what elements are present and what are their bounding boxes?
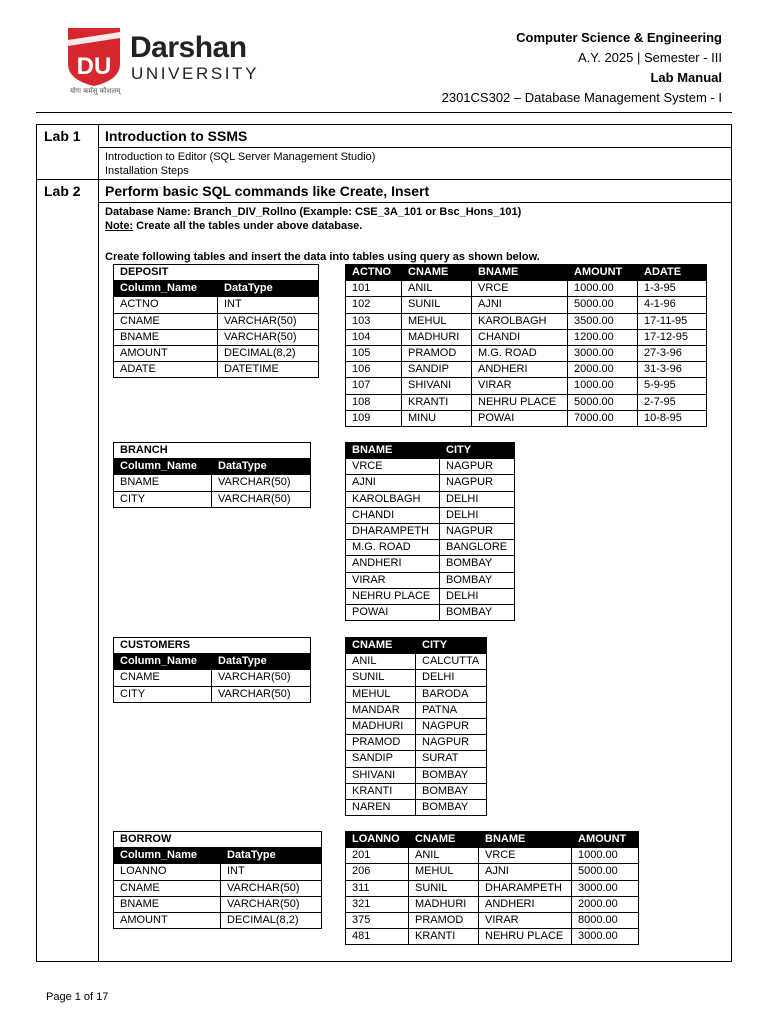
table-cell: AJNI xyxy=(346,475,440,491)
table-cell: M.G. ROAD xyxy=(346,540,440,556)
table-cell: BOMBAY xyxy=(440,572,515,588)
table-row xyxy=(114,896,322,912)
table-cell: 106 xyxy=(346,362,402,378)
table-cell: SUNIL xyxy=(346,670,416,686)
table-cell: 7000.00 xyxy=(568,410,638,426)
table-cell: 1200.00 xyxy=(568,329,638,345)
lab-2-number: Lab 2 xyxy=(44,183,81,199)
table-cell: VARCHAR(50) xyxy=(212,670,311,686)
table-cell: VIRAR xyxy=(479,912,572,928)
table-row xyxy=(114,880,322,896)
instruction-line: Create following tables and insert the data into tables using query as shown below. xyxy=(105,251,540,263)
column-header: AMOUNT xyxy=(572,832,639,848)
table-cell: SUNIL xyxy=(409,880,479,896)
header-rule xyxy=(36,112,732,113)
table-cell: PRAMOD xyxy=(402,345,472,361)
table-cell: MADHURI xyxy=(346,718,416,734)
table-row xyxy=(346,654,487,670)
table-cell: 311 xyxy=(346,880,409,896)
column-header: DataType xyxy=(218,281,319,297)
table-cell: KRANTI xyxy=(402,394,472,410)
table-cell: VARCHAR(50) xyxy=(218,313,319,329)
note-text: Create all the tables under above database. xyxy=(133,220,363,232)
column-header: CITY xyxy=(416,638,487,654)
table-cell: VARCHAR(50) xyxy=(221,896,322,912)
table-row xyxy=(346,604,515,620)
logo-motto: योगः कर्मसु कौशलम् xyxy=(70,88,121,95)
table-cell: BOMBAY xyxy=(416,783,487,799)
logo-subtitle: UNIVERSITY xyxy=(131,64,260,83)
table-cell: KRANTI xyxy=(346,783,416,799)
table-cell: POWAI xyxy=(346,604,440,620)
table-row xyxy=(346,491,515,507)
table-cell: 3500.00 xyxy=(568,313,638,329)
table-row xyxy=(346,912,639,928)
table-cell: M.G. ROAD xyxy=(472,345,568,361)
table-row xyxy=(114,491,311,507)
table-cell: 27-3-96 xyxy=(638,345,707,361)
column-header: DataType xyxy=(212,654,311,670)
table-row xyxy=(346,523,515,539)
table-cell: ANDHERI xyxy=(472,362,568,378)
row-divider xyxy=(36,179,732,180)
manual-label: Lab Manual xyxy=(650,70,722,85)
table-cell: ANIL xyxy=(409,848,479,864)
table-cell: NEHRU PLACE xyxy=(472,394,568,410)
table-cell: 201 xyxy=(346,848,409,864)
academic-year: A.Y. 2025 | Semester - III xyxy=(577,50,722,65)
table-row xyxy=(346,929,639,945)
table-cell: BARODA xyxy=(416,686,487,702)
row-divider xyxy=(98,202,732,203)
table-cell: NAGPUR xyxy=(416,735,487,751)
table-cell: BANGLORE xyxy=(440,540,515,556)
table-cell: DECIMAL(8,2) xyxy=(218,345,319,361)
page-number: Page 1 of 17 xyxy=(46,991,109,1003)
deposit-schema-table xyxy=(113,264,319,378)
column-header: Column_Name xyxy=(114,459,212,475)
table-cell: ANDHERI xyxy=(346,556,440,572)
table-cell: BOMBAY xyxy=(416,767,487,783)
table-row xyxy=(346,880,639,896)
table-row xyxy=(114,864,322,880)
table-cell: MADHURI xyxy=(409,896,479,912)
table-cell: AJNI xyxy=(479,864,572,880)
table-cell: VARCHAR(50) xyxy=(212,491,311,507)
column-header: Column_Name xyxy=(114,848,221,864)
database-name-line: Database Name: Branch_DIV_Rollno (Example: CSE_3A_101 or Bsc_Hons_101) xyxy=(105,206,522,218)
column-header: ACTNO xyxy=(346,265,402,281)
table-cell: CNAME xyxy=(114,313,218,329)
table-cell: VARCHAR(50) xyxy=(218,329,319,345)
lab-1-line: Installation Steps xyxy=(105,165,189,177)
table-row xyxy=(114,475,311,491)
branch-data-table xyxy=(345,442,515,621)
table-cell: 103 xyxy=(346,313,402,329)
table-cell: SANDIP xyxy=(402,362,472,378)
schema-caption: DEPOSIT xyxy=(114,265,319,281)
table-cell: 206 xyxy=(346,864,409,880)
table-row xyxy=(346,556,515,572)
table-cell: BNAME xyxy=(114,475,212,491)
table-row xyxy=(346,735,487,751)
table-cell: KAROLBAGH xyxy=(472,313,568,329)
table-cell: NEHRU PLACE xyxy=(346,588,440,604)
table-cell: PATNA xyxy=(416,702,487,718)
table-cell: 102 xyxy=(346,297,402,313)
table-cell: LOANNO xyxy=(114,864,221,880)
table-row xyxy=(346,896,639,912)
table-cell: BOMBAY xyxy=(416,799,487,815)
column-header: Column_Name xyxy=(114,654,212,670)
table-cell: 108 xyxy=(346,394,402,410)
table-cell: VARCHAR(50) xyxy=(221,880,322,896)
table-row xyxy=(346,475,515,491)
table-cell: BNAME xyxy=(114,329,218,345)
table-cell: MINU xyxy=(402,410,472,426)
table-cell: 5000.00 xyxy=(568,297,638,313)
table-row xyxy=(346,540,515,556)
table-row xyxy=(346,507,515,523)
table-row xyxy=(114,313,319,329)
borrow-schema-table xyxy=(113,831,322,929)
darshan-shield-icon xyxy=(68,28,120,86)
lab-1-title: Introduction to SSMS xyxy=(105,128,248,144)
table-row xyxy=(346,297,707,313)
column-header: CITY xyxy=(440,443,515,459)
table-cell: SURAT xyxy=(416,751,487,767)
column-header: CNAME xyxy=(409,832,479,848)
table-cell: VIRAR xyxy=(472,378,568,394)
table-cell: BOMBAY xyxy=(440,604,515,620)
table-row xyxy=(346,410,707,426)
table-row xyxy=(346,799,487,815)
table-row xyxy=(346,362,707,378)
table-cell: 4-1-96 xyxy=(638,297,707,313)
table-cell: 31-3-96 xyxy=(638,362,707,378)
table-cell: 481 xyxy=(346,929,409,945)
table-cell: 17-11-95 xyxy=(638,313,707,329)
table-cell: 8000.00 xyxy=(572,912,639,928)
table-cell: 5000.00 xyxy=(572,864,639,880)
logo-name: Darshan xyxy=(130,31,247,64)
schema-caption: CUSTOMERS xyxy=(114,638,311,654)
table-cell: SUNIL xyxy=(402,297,472,313)
lab-1-line: Introduction to Editor (SQL Server Management Studio) xyxy=(105,151,376,163)
lab-1-number: Lab 1 xyxy=(44,128,81,144)
column-divider xyxy=(98,124,99,962)
table-cell: 3000.00 xyxy=(572,880,639,896)
deposit-data-table xyxy=(345,264,707,427)
table-cell: DECIMAL(8,2) xyxy=(221,912,322,928)
university-logo xyxy=(68,28,268,98)
note-line xyxy=(105,219,362,233)
table-cell: 375 xyxy=(346,912,409,928)
table-cell: ADATE xyxy=(114,362,218,378)
table-row xyxy=(346,686,487,702)
table-cell: CNAME xyxy=(114,880,221,896)
department: Computer Science & Engineering xyxy=(516,30,722,45)
table-cell: BOMBAY xyxy=(440,556,515,572)
table-cell: 104 xyxy=(346,329,402,345)
table-cell: VRCE xyxy=(479,848,572,864)
table-row xyxy=(346,394,707,410)
table-row xyxy=(114,329,319,345)
table-cell: MADHURI xyxy=(402,329,472,345)
table-cell: 5-9-95 xyxy=(638,378,707,394)
table-cell: POWAI xyxy=(472,410,568,426)
table-cell: MANDAR xyxy=(346,702,416,718)
table-cell: 3000.00 xyxy=(568,345,638,361)
table-cell: VRCE xyxy=(472,281,568,297)
table-cell: DELHI xyxy=(440,588,515,604)
table-row xyxy=(346,329,707,345)
table-cell: BNAME xyxy=(114,896,221,912)
table-cell: 2-7-95 xyxy=(638,394,707,410)
table-row xyxy=(346,572,515,588)
table-cell: CHANDI xyxy=(346,507,440,523)
table-row xyxy=(346,345,707,361)
customers-data-table xyxy=(345,637,487,816)
table-cell: AMOUNT xyxy=(114,345,218,361)
table-cell: 10-8-95 xyxy=(638,410,707,426)
table-cell: 17-12-95 xyxy=(638,329,707,345)
table-cell: CALCUTTA xyxy=(416,654,487,670)
column-header: LOANNO xyxy=(346,832,409,848)
table-cell: ANIL xyxy=(402,281,472,297)
table-cell: 101 xyxy=(346,281,402,297)
table-cell: DELHI xyxy=(440,491,515,507)
table-row xyxy=(346,864,639,880)
table-cell: INT xyxy=(221,864,322,880)
column-header: DataType xyxy=(212,459,311,475)
lab-2-title: Perform basic SQL commands like Create, Insert xyxy=(105,183,430,199)
table-cell: VARCHAR(50) xyxy=(212,475,311,491)
column-header: ADATE xyxy=(638,265,707,281)
column-header: CNAME xyxy=(346,638,416,654)
table-cell: ANDHERI xyxy=(479,896,572,912)
table-cell: CITY xyxy=(114,686,212,702)
table-cell: CNAME xyxy=(114,670,212,686)
table-cell: PRAMOD xyxy=(346,735,416,751)
schema-caption: BRANCH xyxy=(114,443,311,459)
table-row xyxy=(114,912,322,928)
table-cell: DELHI xyxy=(440,507,515,523)
header-info xyxy=(442,28,722,108)
table-cell: 1-3-95 xyxy=(638,281,707,297)
column-header: CNAME xyxy=(402,265,472,281)
table-cell: 107 xyxy=(346,378,402,394)
table-row xyxy=(346,702,487,718)
table-row xyxy=(114,670,311,686)
table-cell: NAGPUR xyxy=(440,523,515,539)
table-cell: 105 xyxy=(346,345,402,361)
table-cell: AJNI xyxy=(472,297,568,313)
table-cell: 2000.00 xyxy=(572,896,639,912)
table-cell: 5000.00 xyxy=(568,394,638,410)
table-cell: MEHUL xyxy=(409,864,479,880)
table-cell: 2000.00 xyxy=(568,362,638,378)
table-row xyxy=(114,686,311,702)
table-cell: CITY xyxy=(114,491,212,507)
branch-schema-table xyxy=(113,442,311,508)
table-cell: DHARAMPETH xyxy=(346,523,440,539)
column-header: DataType xyxy=(221,848,322,864)
table-cell: NAGPUR xyxy=(440,475,515,491)
table-row xyxy=(114,345,319,361)
table-row xyxy=(346,751,487,767)
table-row xyxy=(346,459,515,475)
table-row xyxy=(346,313,707,329)
column-header: BNAME xyxy=(479,832,572,848)
column-header: AMOUNT xyxy=(568,265,638,281)
customers-schema-table xyxy=(113,637,311,703)
table-cell: SANDIP xyxy=(346,751,416,767)
table-cell: NAREN xyxy=(346,799,416,815)
table-cell: NAGPUR xyxy=(440,459,515,475)
table-cell: ACTNO xyxy=(114,297,218,313)
table-cell: SHIVANI xyxy=(346,767,416,783)
table-cell: DATETIME xyxy=(218,362,319,378)
table-cell: ANIL xyxy=(346,654,416,670)
table-cell: VIRAR xyxy=(346,572,440,588)
column-header: BNAME xyxy=(346,443,440,459)
table-cell: 1000.00 xyxy=(568,281,638,297)
table-cell: 3000.00 xyxy=(572,929,639,945)
table-cell: 1000.00 xyxy=(572,848,639,864)
column-header: BNAME xyxy=(472,265,568,281)
table-cell: AMOUNT xyxy=(114,912,221,928)
table-cell: VRCE xyxy=(346,459,440,475)
table-cell: PRAMOD xyxy=(409,912,479,928)
borrow-data-table xyxy=(345,831,639,945)
table-row xyxy=(346,848,639,864)
table-cell: INT xyxy=(218,297,319,313)
schema-caption: BORROW xyxy=(114,832,322,848)
row-divider xyxy=(98,147,732,148)
table-cell: DHARAMPETH xyxy=(479,880,572,896)
table-row xyxy=(346,281,707,297)
table-cell: CHANDI xyxy=(472,329,568,345)
table-cell: KAROLBAGH xyxy=(346,491,440,507)
course-name: 2301CS302 – Database Management System - I xyxy=(441,90,722,105)
table-row xyxy=(114,297,319,313)
table-cell: SHIVANI xyxy=(402,378,472,394)
table-row xyxy=(346,718,487,734)
table-cell: NAGPUR xyxy=(416,718,487,734)
table-cell: 1000.00 xyxy=(568,378,638,394)
table-row xyxy=(346,670,487,686)
table-cell: MEHUL xyxy=(402,313,472,329)
table-cell: KRANTI xyxy=(409,929,479,945)
table-row xyxy=(346,767,487,783)
column-header: Column_Name xyxy=(114,281,218,297)
table-row xyxy=(346,588,515,604)
table-cell: NEHRU PLACE xyxy=(479,929,572,945)
table-cell: 321 xyxy=(346,896,409,912)
table-cell: DELHI xyxy=(416,670,487,686)
table-row xyxy=(346,378,707,394)
table-cell: MEHUL xyxy=(346,686,416,702)
table-row xyxy=(346,783,487,799)
table-cell: 109 xyxy=(346,410,402,426)
table-cell: VARCHAR(50) xyxy=(212,686,311,702)
table-row xyxy=(114,362,319,378)
svg-text:DU: DU xyxy=(76,53,112,80)
note-label: Note: xyxy=(105,220,134,232)
